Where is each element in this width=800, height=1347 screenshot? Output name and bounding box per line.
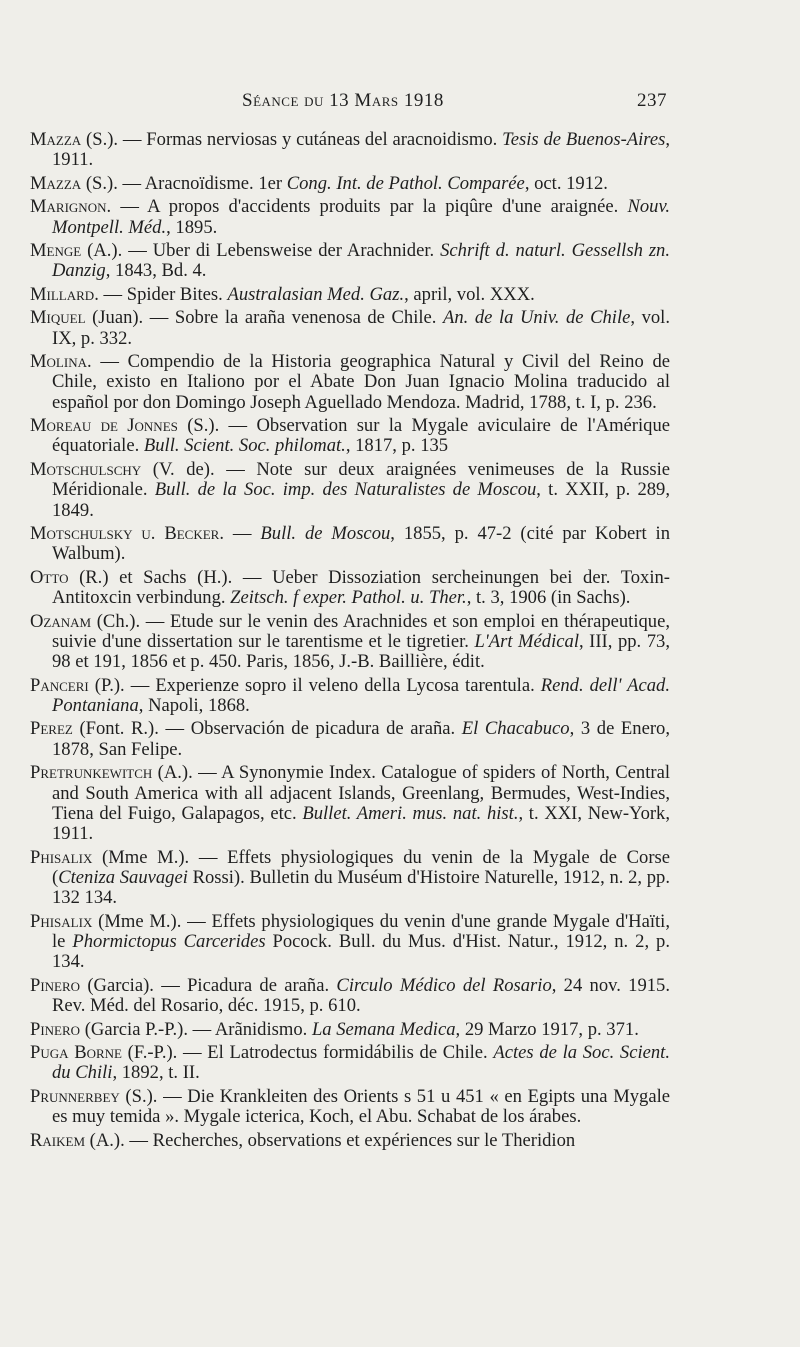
entry-citation-details: , 24 nov. 1915. Rev. Méd. del Rosario, déc. 1915, p. 610.	[52, 974, 670, 1017]
entry-text: (S.). — Observation sur la Mygale aviculaire de l'Amérique équatoriale.	[52, 415, 670, 457]
entry-text: (A.). — A Synonymie Index. Catalogue of spiders of North, Central and South America with all adjacent Islands, Greenlang, Bermudes, West-Indies, Tiena del Fuigo, Galapagos, etc.	[52, 762, 670, 824]
bibliography-entry	[30, 612, 670, 673]
entry-citation-details: , Napoli, 1868.	[138, 694, 250, 716]
entry-text: . — Spider Bites.	[94, 283, 228, 305]
bibliography-list	[30, 130, 670, 1154]
entry-journal-title: Phormictopus Carcerides	[72, 930, 266, 952]
entry-text: (Font. R.). — Observación de picadura de araña.	[72, 718, 462, 740]
bibliography-entry	[30, 460, 670, 521]
bibliography-entry	[30, 676, 670, 717]
entry-text: (S.). — Aracnoïdisme. 1er	[81, 172, 287, 194]
entry-citation-details: , t. XXI, New-York, 1911.	[52, 802, 671, 845]
entry-citation-details: , oct. 1912.	[524, 172, 608, 194]
entry-journal-title: Bull. de la Soc. imp. des Naturalistes de Moscou	[154, 479, 537, 501]
entry-journal-title: Circulo Médico del Rosario	[336, 974, 552, 996]
entry-text: . — A propos d'accidents produits par la piqûre d'une araignée.	[106, 196, 628, 218]
entry-journal-title: Actes de la Soc. Scient. du Chili	[52, 1042, 670, 1084]
bibliography-entry	[30, 241, 670, 282]
entry-author: Mazza	[30, 129, 82, 150]
entry-author: Miquel	[30, 307, 86, 329]
entry-journal-title: Cteniza Sauvagei	[58, 866, 188, 888]
entry-author: Perez	[30, 718, 73, 740]
entry-text: (R.) et Sachs (H.). — Ueber Dissoziation sercheinungen bei der. Toxin-Antitoxcin verbindung.	[52, 566, 670, 609]
bibliography-entry	[30, 1087, 670, 1128]
entry-citation-details: , 1855, p. 47-2 (cité par Kobert in Walbum).	[52, 523, 671, 565]
bibliography-entry	[30, 1020, 670, 1040]
entry-text: (Juan). — Sobre la araña venenosa de Chile.	[85, 307, 443, 329]
entry-journal-title: El Chacabuco	[461, 718, 570, 740]
entry-citation-details: , 1843, Bd. 4.	[105, 260, 207, 282]
entry-text: (V. de). — Note sur deux araignées venimeuses de la Russie Méridionale.	[52, 458, 670, 501]
bibliography-entry	[30, 912, 670, 973]
entry-author: Menge	[30, 240, 82, 262]
entry-citation-details: , april, vol. XXX.	[404, 283, 535, 305]
entry-journal-title: Tesis de Buenos-Aires	[502, 129, 666, 150]
entry-journal-title: Cong. Int. de Pathol. Comparée	[286, 172, 525, 194]
running-title: Séance du 13 Mars 1918	[242, 90, 444, 111]
entry-text: (Mme M.). — Effets physiologiques du venin de la Mygale de Corse (	[52, 846, 670, 888]
bibliography-entry	[30, 848, 670, 909]
entry-journal-title: Bull. de Moscou	[260, 523, 391, 545]
bibliography-entry	[30, 130, 670, 171]
entry-journal-title: Zeitsch. f exper. Pathol. u. Ther.	[230, 587, 467, 609]
entry-text: (S.). — Formas nerviosas y cutáneas del aracnoidismo.	[81, 129, 503, 150]
bibliography-entry	[30, 197, 670, 238]
page-number: 237	[637, 90, 667, 111]
entry-text: (S.). — Die Krankleiten des Orients s 51 u 451 « en Egipts una Mygale es muy temida ». Mygale icterica, Koch, el Abu. Schabat de los árabes.	[52, 1085, 670, 1128]
bibliography-entry	[30, 416, 670, 457]
running-header	[242, 90, 667, 114]
entry-author: Panceri	[30, 674, 89, 696]
entry-journal-title: Rend. dell' Acad. Pontaniana	[52, 674, 671, 716]
entry-citation-details: , 1911.	[52, 129, 671, 171]
entry-author: Molina	[30, 351, 87, 373]
entry-citation-details: , 1895.	[166, 216, 218, 238]
entry-author: Mazza	[30, 172, 82, 194]
entry-citation-details: , 29 Marzo 1917, p. 371.	[455, 1018, 639, 1040]
entry-journal-title: Bull. Scient. Soc. philomat.	[143, 435, 346, 457]
entry-citation-details: , vol. IX, p. 332.	[52, 307, 670, 349]
entry-author: Phisalix	[30, 910, 93, 932]
entry-journal-title: An. de la Univ. de Chile	[443, 307, 631, 329]
entry-journal-title: Schrift d. naturl. Gessellsh zn. Danzig	[52, 240, 671, 282]
bibliography-entry	[30, 976, 670, 1017]
bibliography-entry	[30, 719, 670, 760]
entry-author: Prunnerbey	[30, 1085, 120, 1107]
entry-text: (F.-P.). — El Latrodectus formidábilis de Chile.	[121, 1042, 494, 1064]
entry-citation-details: Rossi). Bulletin du Muséum d'Histoire Naturelle, 1912, n. 2, pp. 132 134.	[52, 866, 671, 909]
bibliography-entry	[30, 174, 670, 194]
entry-author: Pretrunkewitch	[30, 762, 153, 784]
entry-citation-details: , III, pp. 73, 98 et 191, 1856 et p. 450. Paris, 1856, J.-B. Baillière, édit.	[52, 630, 670, 673]
bibliography-entry	[30, 524, 670, 565]
entry-journal-title: La Semana Medica	[311, 1018, 456, 1040]
entry-citation-details: , 3 de Enero, 1878, San Felipe.	[52, 718, 670, 760]
bibliography-entry	[30, 568, 670, 609]
entry-author: Pinero	[30, 974, 81, 996]
entry-text: (A.). — Uber di Lebensweise der Arachnider.	[81, 240, 441, 262]
entry-author: Raikem	[30, 1129, 86, 1151]
entry-citation-details: , t. 3, 1906 (in Sachs).	[466, 587, 631, 609]
entry-text: . —	[219, 523, 261, 545]
entry-text: (A.). — Recherches, observations et expériences sur le Theridion	[85, 1129, 576, 1151]
entry-text: (Ch.). — Etude sur le venin des Arachnides et son emploi en thérapeutique, suivie d'une dissertation sur le tarentisme et le tigretier.	[52, 610, 670, 652]
entry-text: (Mme M.). — Effets physiologiques du venin d'une grande Mygale d'Haïti, le	[52, 910, 670, 952]
entry-author: Motschulschy	[30, 458, 142, 480]
entry-citation-details: , 1817, p. 135	[345, 435, 449, 457]
bibliography-entry	[30, 352, 670, 413]
entry-author: Ozanam	[30, 610, 92, 632]
entry-text: (P.). — Experienze sopro il veleno della Lycosa tarentula.	[88, 674, 541, 696]
entry-author: Moreau de Jonnes	[30, 415, 178, 437]
entry-author: Marignon	[30, 196, 107, 218]
entry-citation-details: , 1892, t. II.	[112, 1062, 200, 1084]
bibliography-entry	[30, 1043, 670, 1084]
entry-text: (Garcia). — Picadura de araña.	[80, 974, 337, 996]
entry-author: Otto	[30, 566, 69, 588]
entry-journal-title: L'Art Médical	[474, 630, 579, 652]
entry-author: Puga Borne	[30, 1042, 122, 1064]
entry-text: . — Compendio de la Historia geographica Natural y Civil del Reino de Chile, existo en Italiono por el Abate Don Juan Ignacio Molina traducido al español por don Domingo Joseph Aguellado Mendoza. Madrid, 1788, t. I, p. 236.	[52, 351, 670, 413]
bibliography-entry	[30, 763, 670, 844]
bibliography-entry	[30, 285, 670, 305]
entry-text: (Garcia P.-P.). — Arãnidismo.	[80, 1018, 312, 1040]
entry-journal-title: Australasian Med. Gaz.	[227, 283, 405, 305]
entry-journal-title: Bullet. Ameri. mus. nat. hist.	[302, 802, 519, 824]
entry-author: Phisalix	[30, 846, 93, 868]
bibliography-entry	[30, 308, 670, 349]
entry-journal-title: Nouv. Montpell. Méd.	[52, 196, 670, 238]
entry-author: Pinero	[30, 1018, 81, 1040]
entry-author: Motschulsky u. Becker	[30, 523, 220, 545]
entry-citation-details: Pocock. Bull. du Mus. d'Hist. Natur., 1912, n. 2, p. 134.	[52, 930, 670, 973]
bibliography-entry	[30, 1131, 670, 1151]
entry-author: Millard	[30, 283, 95, 305]
entry-citation-details: , t. XXII, p. 289, 1849.	[52, 479, 670, 521]
